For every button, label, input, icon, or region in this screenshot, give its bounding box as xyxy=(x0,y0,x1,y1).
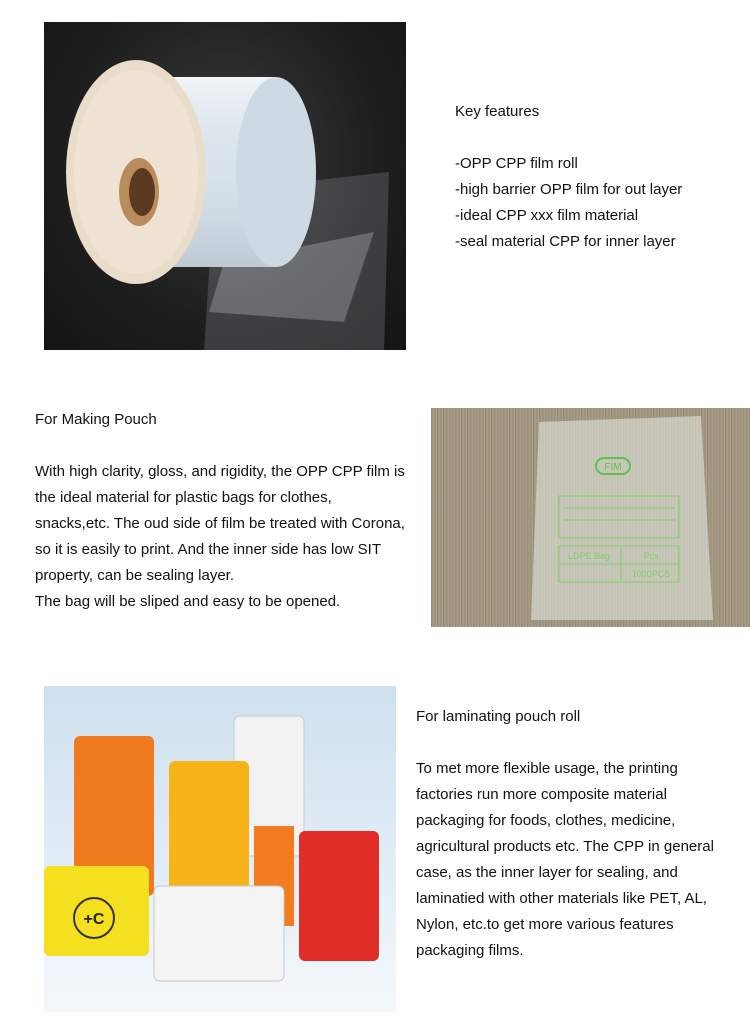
paragraph-line: The bag will be sliped and easy to be opened. xyxy=(35,593,341,610)
paragraph-line: property, can be sealing layer. xyxy=(35,567,235,584)
paragraph-line: To met more flexible usage, the printing xyxy=(416,760,678,777)
paragraph-line: the ideal material for plastic bags for clothes, xyxy=(35,489,332,506)
printed-rolls-illustration xyxy=(44,686,396,1012)
printed-rolls-photo xyxy=(44,686,396,1012)
plastic-bag-photo xyxy=(431,408,750,627)
paragraph-line: snacks,etc. The oud side of film be treated with Corona, xyxy=(35,515,405,532)
paragraph-line: factories run more composite material xyxy=(416,786,667,803)
paragraph-line: Nylon, etc.to get more various features xyxy=(416,916,674,933)
bag-logo-text: FIM xyxy=(604,462,622,473)
paragraph-line: packaging films. xyxy=(416,942,524,959)
key-features-section xyxy=(455,99,745,255)
paragraph-line: so it is easily to print. And the inner side has low SIT xyxy=(35,541,382,558)
paragraph-line: case, as the inner layer for sealing, and xyxy=(416,864,678,881)
feature-item: -seal material CPP for inner layer xyxy=(455,233,676,250)
paragraph-line: agricultural products etc. The CPP in general xyxy=(416,838,714,855)
bag-qty: 1000PCS xyxy=(631,569,671,579)
plastic-bag-illustration xyxy=(431,408,750,627)
film-roll-photo xyxy=(44,22,406,350)
making-pouch-heading: For Making Pouch xyxy=(35,411,157,428)
laminating-roll-section xyxy=(416,704,736,964)
film-roll-illustration xyxy=(44,22,406,350)
making-pouch-section xyxy=(35,407,427,615)
feature-item: -high barrier OPP film for out layer xyxy=(455,181,683,198)
key-features-heading: Key features xyxy=(455,103,540,120)
paragraph-line: packaging for foods, clothes, medicine, xyxy=(416,812,676,829)
laminating-heading: For laminating pouch roll xyxy=(416,708,581,725)
paragraph-line: With high clarity, gloss, and rigidity, the OPP CPP film is xyxy=(35,463,405,480)
feature-item: -ideal CPP xxx film material xyxy=(455,207,639,224)
roll-label: +C xyxy=(83,911,105,928)
bag-spec-right: Pcs xyxy=(643,551,659,561)
paragraph-line: laminatied with other materials like PET, AL, xyxy=(416,890,707,907)
feature-item: -OPP CPP film roll xyxy=(455,155,578,172)
bag-spec-left: LDPE Bag xyxy=(567,551,611,561)
